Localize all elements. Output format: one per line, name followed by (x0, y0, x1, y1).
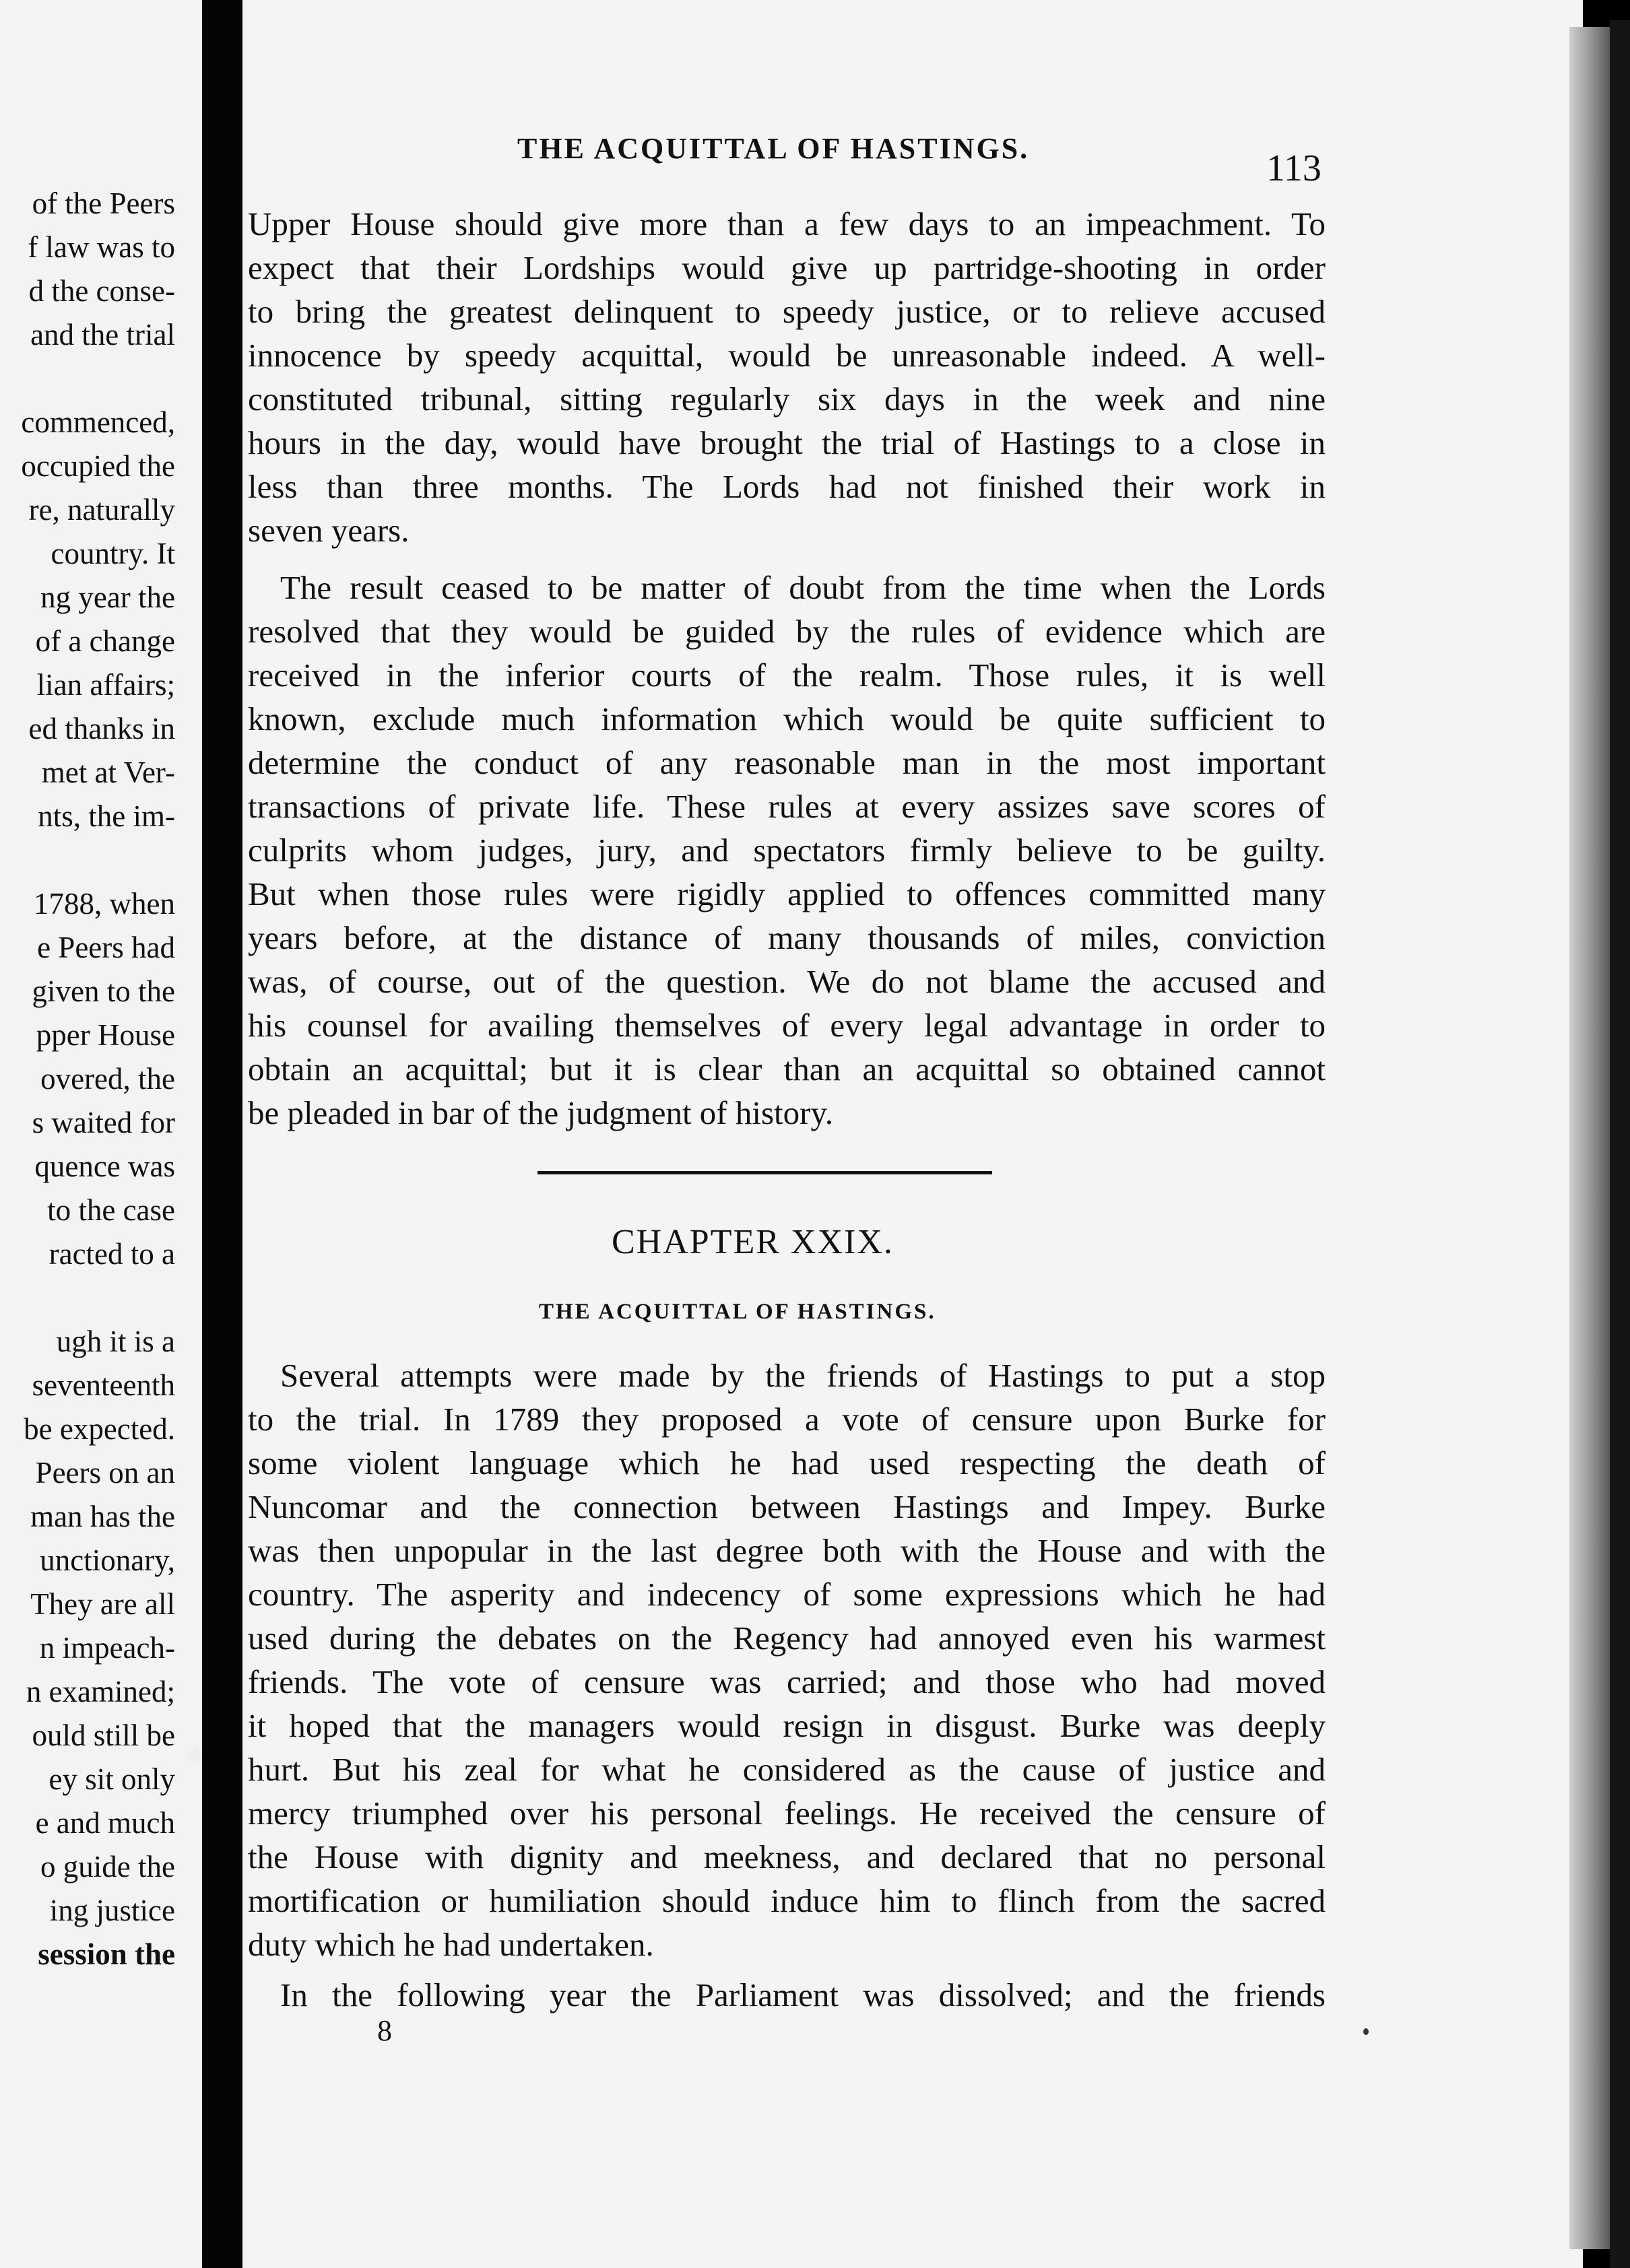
text-line: culprits whom judges, jury, and spectators firmly believe to be guilty. (248, 832, 1326, 869)
text-line: known, exclude much information which would be quite sufficient to (248, 700, 1326, 737)
text-line: country. The asperity and indecency of some expressions which he had (248, 1576, 1326, 1613)
left-page-line: met at Ver- (41, 756, 175, 789)
text-line: obtain an acquittal; but it is clear than an acquittal so obtained cannot (248, 1050, 1326, 1088)
left-page-line: ing justice (49, 1894, 175, 1927)
left-page-line: of a change (35, 624, 175, 658)
page-edge (1569, 27, 1610, 2249)
left-page-line: overed, the (40, 1062, 175, 1096)
left-page-line: ey sit only (48, 1762, 175, 1796)
page-number: 113 (1266, 147, 1322, 189)
left-page-line: racted to a (48, 1237, 175, 1271)
signature-mark: 8 (377, 2014, 392, 2047)
chapter-subheading: THE ACQUITTAL OF HASTINGS. (539, 1300, 936, 1324)
left-page-line: of the Peers (32, 187, 175, 220)
text-line: to bring the greatest delinquent to speedy justice, or to relieve accused (248, 293, 1326, 330)
left-page-line: ould still be (32, 1719, 175, 1752)
text-line: the House with dignity and meekness, and declared that no personal (248, 1838, 1326, 1875)
text-line: In the following year the Parliament was dissolved; and the friends (280, 1976, 1326, 2013)
left-page-line: d the conse- (28, 274, 175, 308)
left-page-line: o guide the (40, 1850, 175, 1883)
text-line: mercy triumphed over his personal feelings. He received the censure of (248, 1795, 1326, 1832)
text-line: constituted tribunal, sitting regularly six days in the week and nine (248, 380, 1326, 418)
book-gutter (202, 0, 242, 2268)
chapter-divider-rule (537, 1171, 992, 1174)
text-line: innocence by speedy acquittal, would be unreasonable indeed. A well- (248, 337, 1326, 374)
left-page-line: f law was to (28, 230, 175, 264)
text-line: years before, at the distance of many thousands of miles, conviction (248, 919, 1326, 956)
text-line: hurt. But his zeal for what he considered as the cause of justice and (248, 1751, 1326, 1788)
left-page-line: to the case (47, 1193, 175, 1227)
page-edge-shadow (1610, 20, 1630, 2268)
text-line: expect that their Lordships would give up partridge-shooting in order (248, 249, 1326, 286)
left-page-line: occupied the (21, 449, 175, 483)
text-line: seven years. (248, 512, 410, 549)
text-line: mortification or humiliation should induce him to flinch from the sacred (248, 1882, 1326, 1919)
left-page-line: ed thanks in (28, 712, 175, 745)
text-line: duty which he had undertaken. (248, 1926, 654, 1963)
left-page-line: 1788, when (34, 887, 175, 921)
left-page-line: session the (38, 1937, 175, 1971)
text-line: it hoped that the managers would resign in disgust. Burke was deeply (248, 1707, 1326, 1744)
text-line: used during the debates on the Regency had annoyed even his warmest (248, 1620, 1326, 1657)
text-line: friends. The vote of censure was carried; and those who had moved (248, 1663, 1326, 1700)
ink-speck (1363, 2028, 1369, 2035)
left-page-line: ng year the (40, 580, 175, 614)
left-page-line: nts, the im- (38, 799, 175, 833)
text-line: determine the conduct of any reasonable man in the most important (248, 744, 1326, 781)
left-page-line: unctionary, (40, 1543, 175, 1577)
text-line: was then unpopular in the last degree both with the House and with the (248, 1532, 1326, 1569)
text-line: hours in the day, would have brought the trial of Hastings to a close in (248, 424, 1326, 461)
text-line: But when those rules were rigidly applied to offences committed many (248, 875, 1326, 912)
text-line: his counsel for availing themselves of every legal advantage in order to (248, 1007, 1326, 1044)
text-line: Upper House should give more than a few days to an impeachment. To (248, 205, 1326, 242)
left-page-line: They are all (30, 1587, 175, 1621)
text-line: Several attempts were made by the friends of Hastings to put a stop (280, 1357, 1326, 1394)
left-page-line: commenced, (21, 405, 175, 439)
left-page-line: s waited for (32, 1106, 175, 1139)
left-page (0, 0, 202, 2268)
left-page-line: ugh it is a (56, 1325, 175, 1358)
text-line: resolved that they would be guided by the rules of evidence which are (248, 613, 1326, 650)
left-page-line: and the trial (30, 318, 175, 352)
chapter-heading: CHAPTER XXIX. (612, 1223, 894, 1261)
left-page-line: lian affairs; (36, 668, 175, 702)
text-line: received in the inferior courts of the realm. Those rules, it is well (248, 657, 1326, 694)
left-page-line: e Peers had (37, 931, 175, 964)
text-line: to the trial. In 1789 they proposed a vote of censure upon Burke for (248, 1401, 1326, 1438)
left-page-line: country. It (51, 537, 175, 570)
left-page-line: e and much (35, 1806, 175, 1840)
text-line: be pleaded in bar of the judgment of history. (248, 1094, 834, 1131)
text-line: transactions of private life. These rules at every assizes save scores of (248, 788, 1326, 825)
text-line: less than three months. The Lords had not finished their work in (248, 468, 1326, 505)
left-page-line: quence was (34, 1149, 175, 1183)
text-line: some violent language which he had used respecting the death of (248, 1444, 1326, 1481)
page-tab-marker (186, 1745, 202, 1764)
text-line: was, of course, out of the question. We do not blame the accused and (248, 963, 1326, 1000)
left-page-line: be expected. (24, 1412, 175, 1446)
left-page-line: n examined; (26, 1675, 175, 1708)
left-page-line: re, naturally (28, 493, 175, 527)
text-line: Nuncomar and the connection between Hastings and Impey. Burke (248, 1488, 1326, 1525)
left-page-line: pper House (36, 1018, 175, 1052)
left-page-line: n impeach- (39, 1631, 175, 1665)
left-page-line: man has the (30, 1500, 175, 1533)
running-head: THE ACQUITTAL OF HASTINGS. (517, 132, 1030, 165)
left-page-line: given to the (32, 974, 175, 1008)
left-page-line: Peers on an (35, 1456, 175, 1490)
left-page-line: seventeenth (32, 1368, 175, 1402)
text-line: The result ceased to be matter of doubt from the time when the Lords (280, 569, 1326, 606)
